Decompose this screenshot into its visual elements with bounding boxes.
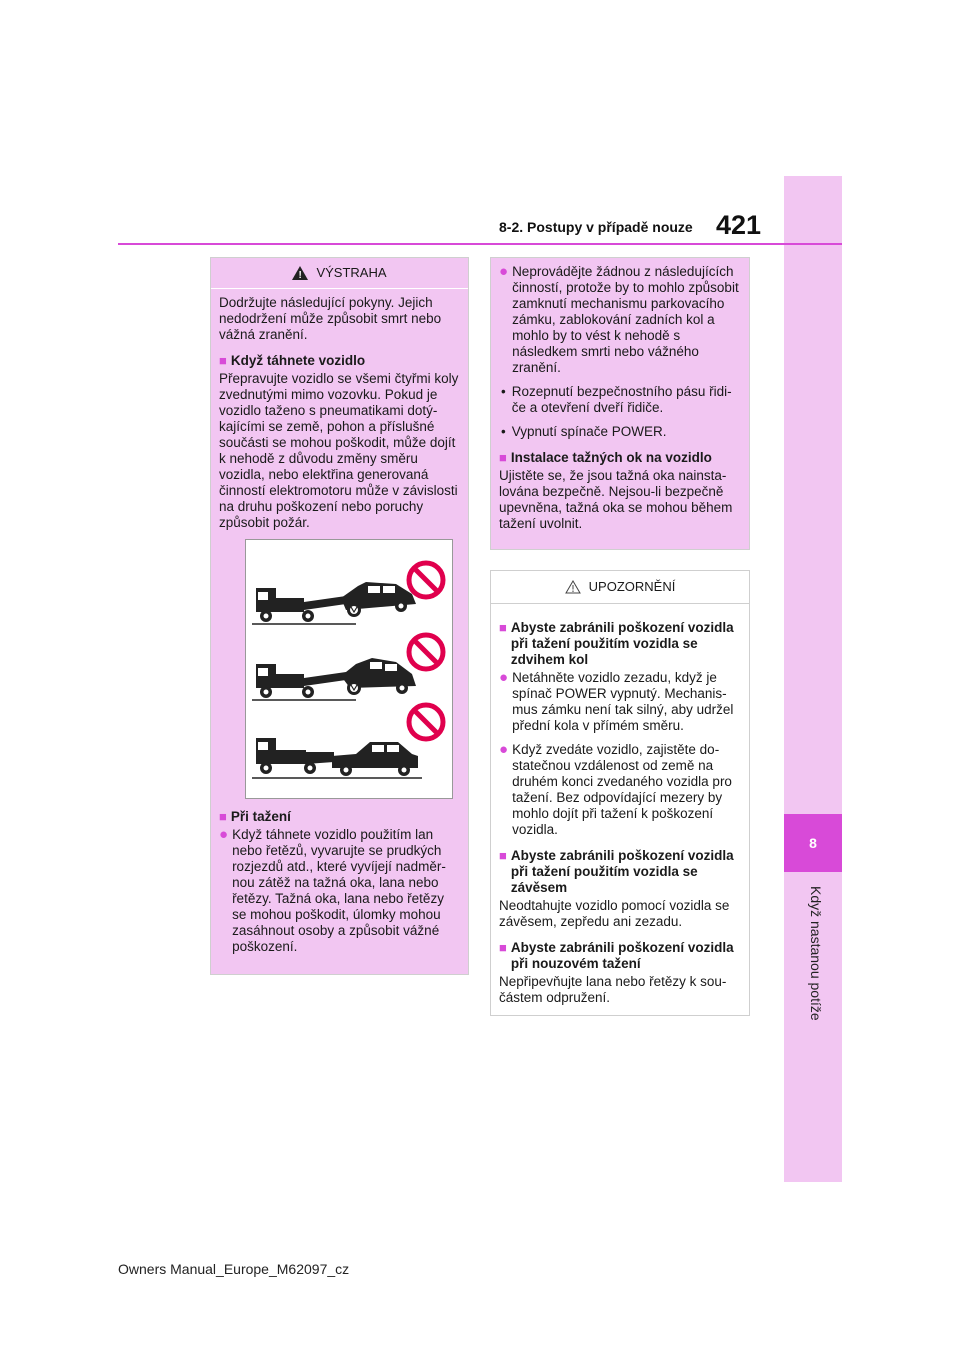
list-item: ● Neprovádějte žádnou z následujících činností, protože by to mohlo způsobit zamknutí mechanismu parkovacího zámku, zablokování zadních kol a mohlo by to vést k nehodě s následkem smrti nebo vážného zranění. (499, 263, 739, 375)
warning-box-left (210, 257, 469, 975)
section-heading: ■ Když táhnete vozidlo (219, 353, 366, 368)
notice-text: Nepřipevňujte lana nebo řetězy k součástem odpružení. (499, 974, 727, 1005)
warning-box-right (490, 257, 750, 550)
square-bullet-icon: ■ (499, 848, 507, 863)
warning-intro: Dodržujte následující pokyny. Jejich nedodržení může způsobit smrt nebo vážná zranění. (219, 295, 442, 342)
notice-title: UPOZORNĚNÍ (588, 579, 676, 594)
warning-header (211, 258, 468, 289)
tow-scene-2 (252, 635, 443, 700)
square-bullet-icon: ■ (499, 940, 507, 955)
list-item: • Vypnutí spínače POWER. (501, 424, 667, 439)
square-bullet-icon: ■ (499, 620, 507, 635)
round-bullet-icon: ● (219, 826, 229, 843)
round-bullet-icon: ● (499, 741, 509, 758)
section-heading: ■ Abyste zabránili poškození vozidla při nouzovém tažení (499, 940, 734, 971)
square-bullet-icon: ■ (219, 353, 227, 368)
chapter-number: 8 (784, 814, 842, 872)
caution-outline-icon (565, 580, 581, 594)
page-number: 421 (716, 210, 762, 240)
towing-methods-svg (246, 540, 452, 798)
section-heading: ■ Abyste zabránili poškození vozidla při tažení použitím vozidla se zdvihem kol (499, 620, 734, 667)
square-bullet-icon: ■ (219, 809, 227, 824)
warning-title: VÝSTRAHA (316, 265, 387, 280)
chapter-side-tab (784, 176, 842, 1182)
list-item: ● Když táhnete vozidlo použitím lan nebo řetězů, vyvarujte se prudkých rozjezdů atd., které vyvíjejí nadměrnou zátěž na tažná oka, lana nebo řetězy. Tažná oka, lana nebo řetězy se mohou poškodit, úlomky mohou zasáhnout osoby a způsobit vážné poškození. (219, 826, 446, 954)
notice-header (491, 571, 749, 604)
round-bullet-icon: ● (499, 669, 509, 686)
list-item: • Rozepnutí bezpečnostního pásu řidiče a otevření dveří řidiče. (501, 384, 732, 415)
section-heading: ■ Instalace tažných ok na vozidlo (499, 450, 712, 465)
manual-id: Owners Manual_Europe_M62097_cz (118, 1261, 350, 1277)
towing-warning-text: Přepravujte vozidlo se všemi čtyřmi koly zvednutými mimo vozovku. Pokud je vozidlo taženo s pneumatikami dotýkajícími se země, pohon a příslušné součásti se mohou poškodit, může dojít k nehodě z důvodu změny směru vozidla, nebo elektřina generovaná činností elektromotoru může v závislosti na druhu poškození nebo poruchy způsobit požár. (219, 371, 459, 530)
notice-box (490, 570, 750, 1016)
section-title: 8-2. Postupy v případě nouze (499, 219, 693, 235)
section-heading: ■ Abyste zabránili poškození vozidla při tažení použitím vozidla se závěsem (499, 848, 734, 895)
tow-scene-3 (252, 705, 443, 778)
list-item: ● Netáhněte vozidlo zezadu, když je spínač POWER vypnutý. Mechanismus zámku není tak silný, aby udržel přední kola v přímém směru. (499, 669, 734, 733)
chapter-title: Když nastanou potíže (808, 886, 824, 1021)
towing-illustration (245, 539, 453, 799)
notice-text: Neodtahujte vozidlo pomocí vozidla se závěsem, zepředu ani zezadu. (499, 898, 730, 929)
list-item: ● Když zvedáte vozidlo, zajistěte dostatečnou vzdálenost od země na druhém konci zvedaného vozidla pro tažení. Bez odpovídající mezery by mohlo dojít při tažení k poškození vozidla. (499, 741, 732, 837)
tow-hook-text: Ujistěte se, že jsou tažná oka nainstalována bezpečně. Nejsou-li bezpečně upevněna, tažná oka se mohou během tažení uvolnit. (499, 468, 733, 531)
header-rule (118, 243, 842, 245)
square-bullet-icon: ■ (499, 450, 507, 465)
tow-scene-1 (252, 563, 443, 624)
section-heading: ■ Při tažení (219, 809, 291, 824)
warning-triangle-icon (292, 266, 308, 280)
round-bullet-icon: ● (499, 263, 509, 280)
